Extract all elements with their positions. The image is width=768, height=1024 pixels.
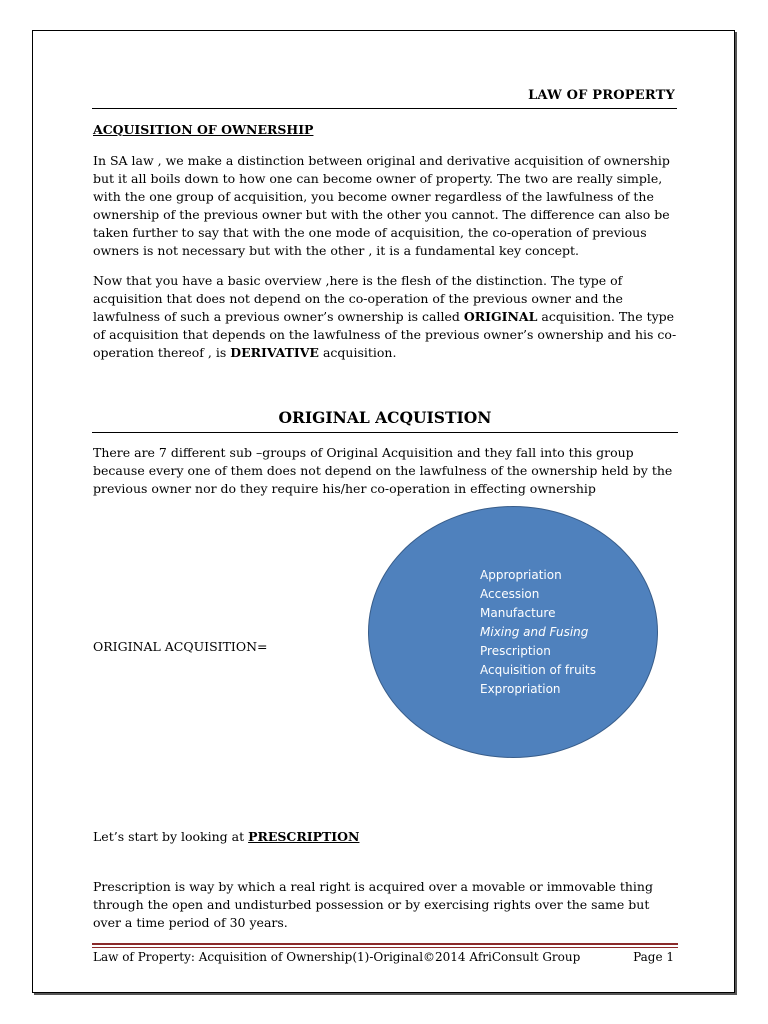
distinction-text-c: acquisition. The type of acquisition that depends on the lawfulness of the previous owner’s ownership and his co-operation thereof , is: [93, 309, 677, 360]
header-title: LAW OF PROPERTY: [528, 88, 675, 103]
distinction-text-e: acquisition.: [318, 345, 397, 360]
list-item: Appropriation: [480, 568, 562, 582]
footer-rule-thick: [92, 943, 678, 945]
footer-rule-thin: [92, 947, 678, 948]
list-item: Prescription: [480, 644, 551, 658]
subgroups-paragraph: There are 7 different sub –groups of Original Acquisition and they fall into this group because every one of them does not depend on the lawfulness of the ownership held by the previous owner nor do they require his/her co-operation in effecting ownership: [93, 445, 673, 496]
distinction-paragraph: [93, 272, 679, 362]
header-rule: [92, 108, 677, 109]
prescription-lead: [93, 829, 359, 844]
keyword-prescription: PRESCRIPTION: [248, 829, 360, 844]
footer-text: Law of Property: Acquisition of Ownership(1)-Original©2014 AfriConsult Group: [93, 950, 581, 964]
list-item: Mixing and Fusing: [480, 625, 589, 639]
prescription-paragraph: Prescription is way by which a real right is acquired over a movable or immovable thing through the open and undisturbed possession or by exercising rights over the same but over a time period of 30 years.: [93, 879, 653, 930]
keyword-original: ORIGINAL: [463, 309, 538, 324]
page-number: Page 1: [633, 950, 674, 964]
keyword-derivative: DERIVATIVE: [230, 345, 319, 360]
list-item: Expropriation: [480, 682, 561, 696]
subgroups-list: [480, 566, 596, 699]
equation-label: ORIGINAL ACQUISITION=: [93, 639, 268, 654]
lead-text: Let’s start by looking at: [93, 829, 249, 844]
original-acquisition-heading: ORIGINAL ACQUISTION: [278, 408, 492, 427]
list-item: Accession: [480, 587, 540, 601]
section-heading-acquisition: ACQUISITION OF OWNERSHIP: [93, 122, 314, 137]
intro-paragraph: In SA law , we make a distinction between original and derivative acquisition of ownership but it all boils down to how one can become owner of property. The two are really simple, with the one group of acquisition, you become owner regardless of the lawfulness of the ownership of the previous owner but with the other you cannot. The difference can also be taken further to say that with the one mode of acquisition, the co-operation of previous owners is not necessary but with the other , it is a fundamental key concept.: [93, 153, 670, 258]
list-item: Manufacture: [480, 606, 556, 620]
list-item: Acquisition of fruits: [480, 663, 596, 677]
distinction-text-a: Now that you have a basic overview ,here is the flesh of the distinction. The type of acquisition that does not depend on the co-operation of the previous owner and the lawfulness of such a previous owner’s ownership is called: [93, 273, 623, 324]
heading-rule: [92, 432, 678, 433]
